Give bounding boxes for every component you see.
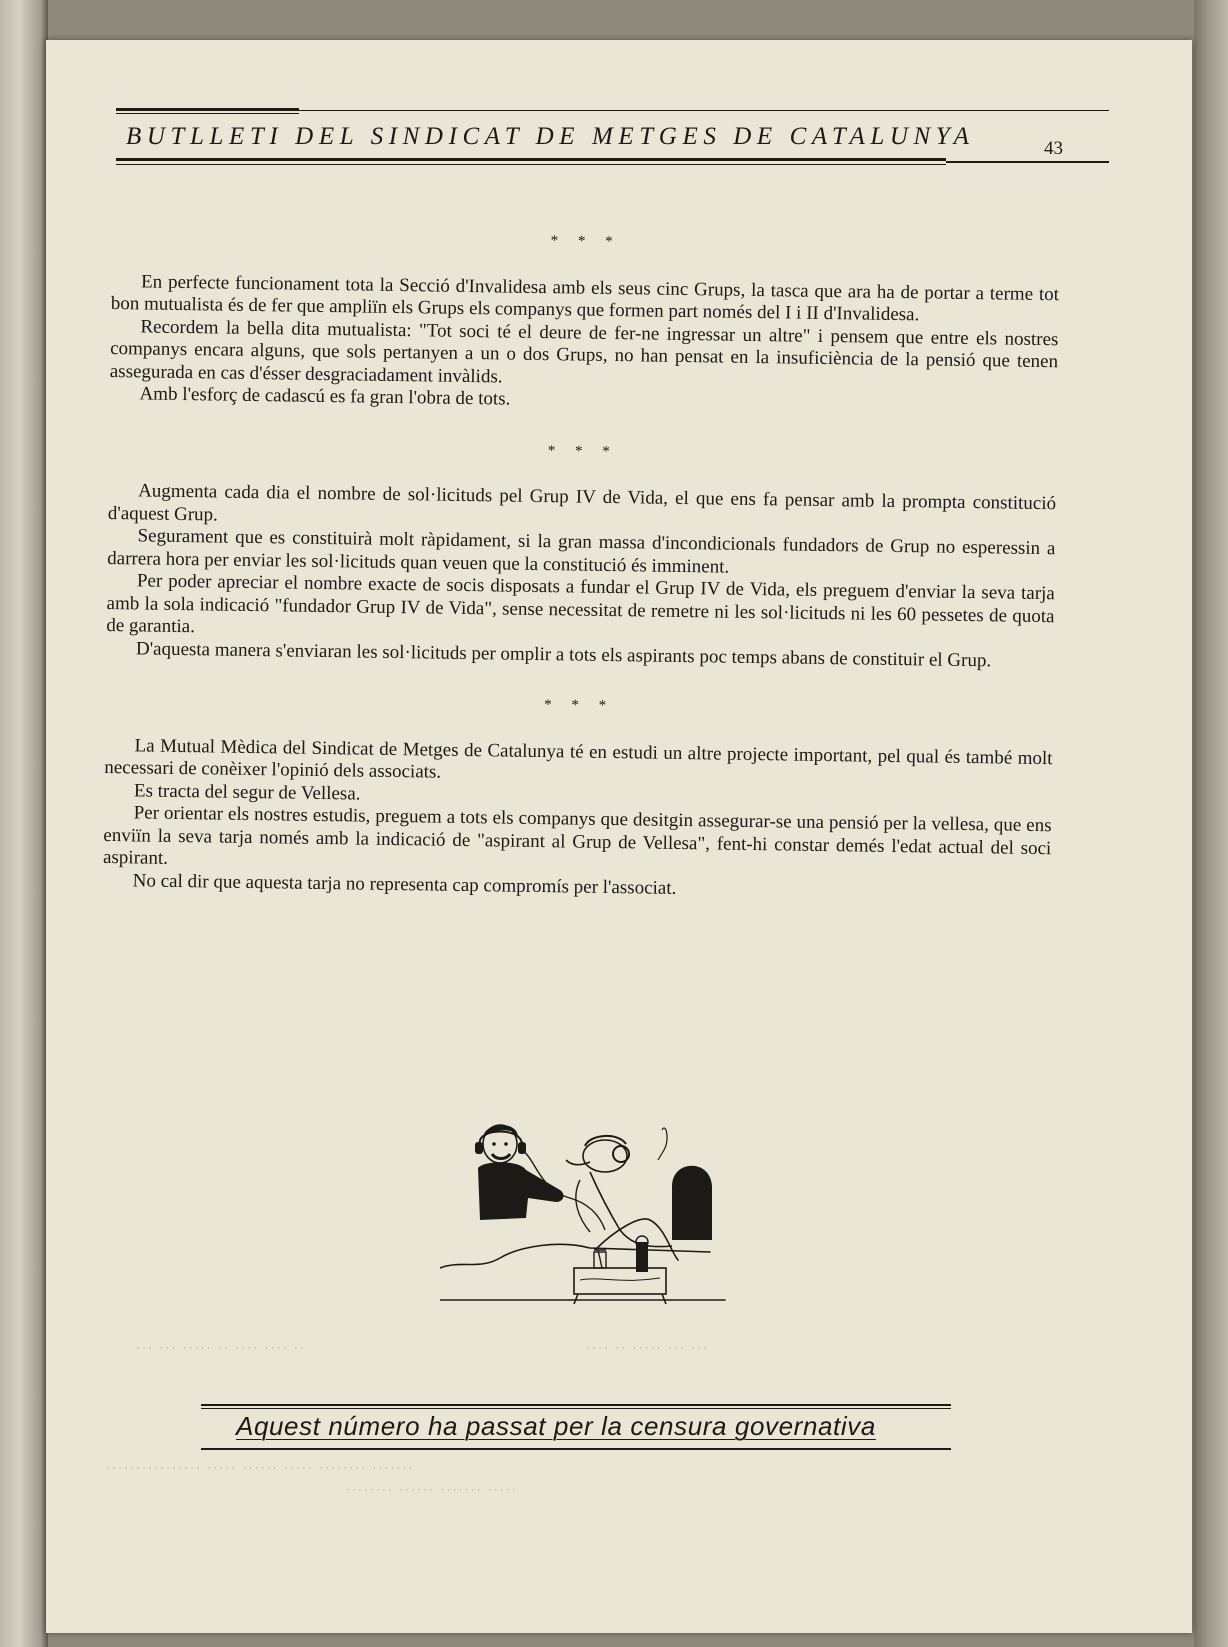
header-rule [116, 113, 299, 114]
section-invalidesa [109, 224, 1059, 419]
paragraph: Amb l'esforç de cadascú es fa gran l'obra de tots. [139, 383, 511, 410]
paragraph: En perfecte funcionament tota la Secció d'Invalidesa amb els seus cinc Grups, la tasca que ara ha de portar a terme tot bon mutualista és de fer que ampliïn els Grups els companys que formen part només del I i II d'Invalidesa. [110, 270, 1060, 326]
header-rule [946, 161, 1109, 163]
footer-rule [201, 1404, 951, 1406]
journal-title: BUTLLETI DEL SINDICAT DE METGES DE CATALUNYA [126, 123, 975, 150]
header-rule [116, 164, 946, 165]
section-separator: * * * [544, 697, 615, 715]
book-spine-left [0, 0, 48, 1647]
document-page [46, 40, 1192, 1633]
header-rule [299, 110, 1109, 111]
header-rule [116, 108, 299, 111]
doctor-radio-cartoon-illustration [440, 1120, 730, 1305]
page-number: 43 [1044, 138, 1063, 159]
section-separator: * * * [550, 233, 621, 251]
article-body [102, 216, 1060, 933]
bleed-through-text: ········ ······ ······· ····· [346, 1482, 518, 1496]
bed-headboard [672, 1166, 712, 1240]
bleed-through-text: ··· ··· ····· ·· ···· ···· ·· [136, 1340, 306, 1354]
footer-rule [201, 1408, 951, 1409]
section-grup-iv-vida [106, 433, 1057, 673]
paragraph: Augmenta cada dia el nombre de sol·licituds pel Grup IV de Vida, el que ens fa pensar amb la prompta constitució d'aquest Grup. [107, 480, 1057, 526]
radio-set [574, 1268, 666, 1294]
paragraph: Per poder apreciar el nombre exacte de socis disposats a fundar el Grup IV de Vida, els preguem d'enviar la seva tarja amb la sola indicació "fundador Grup IV de Vida", sense necessitat de remetre ni les sol·licituds ni les 60 pessetes de quota de garantia. [106, 570, 1055, 638]
section-vellesa [103, 688, 1054, 905]
paragraph: Es tracta del segur de Vellesa. [133, 779, 361, 805]
paragraph: Recordem la bella dita mutualista: "Tot soci té el deure de fer-ne ingressar un altre" i pensem que entre els nostres companys encara alguns, que sols pertanyen a un o dos Grups, no han pensat en la insuficiència de la pensió que tenen assegurada en cas d'ésser desgraciadament invàlids. [109, 315, 1059, 387]
paragraph: Segurament que es constituirà molt ràpidament, si la gran massa d'incondicionals fundadors de Grup no esperessin a darrera hora per enviar les sol·licituds quan veuen que la constitució és imminent. [107, 525, 1056, 578]
paragraph: La Mutual Mèdica del Sindicat de Metges de Catalunya té en estudi un altre projecte important, pel qual és també molt necessari de conèixer l'opinió dels associats. [104, 734, 1053, 783]
bleed-through-text: ···· ·· ····· ··· ··· [586, 1340, 710, 1354]
section-separator: * * * [547, 442, 618, 460]
censorship-notice: Aquest número ha passat per la censura governativa [236, 1411, 876, 1441]
paragraph: D'aquesta manera s'enviaran les sol·licituds per omplir a tots els aspirants poc temps abans de constituir el Grup. [135, 637, 992, 671]
bleed-through-text: ················ ····· ······ ····· ········ ······· [106, 1460, 415, 1474]
paragraph: No cal dir que aquesta tarja no representa cap compromís per l'associat. [132, 869, 677, 899]
header-rule [116, 158, 946, 161]
patient-head [583, 1140, 627, 1172]
paragraph: Per orientar els nostres estudis, preguem a tots els companys que desitgin assegurar-se una pensió per la vellesa, que ens enviïn la seva tarja només amb la indicació de "aspirant al Grup de Vellesa", fent-hi constar demés l'edat actual del soci aspirant. [102, 802, 1052, 869]
book-edge-right [1194, 0, 1228, 1647]
doctor-coat [478, 1162, 563, 1220]
footer-rule [201, 1448, 951, 1450]
